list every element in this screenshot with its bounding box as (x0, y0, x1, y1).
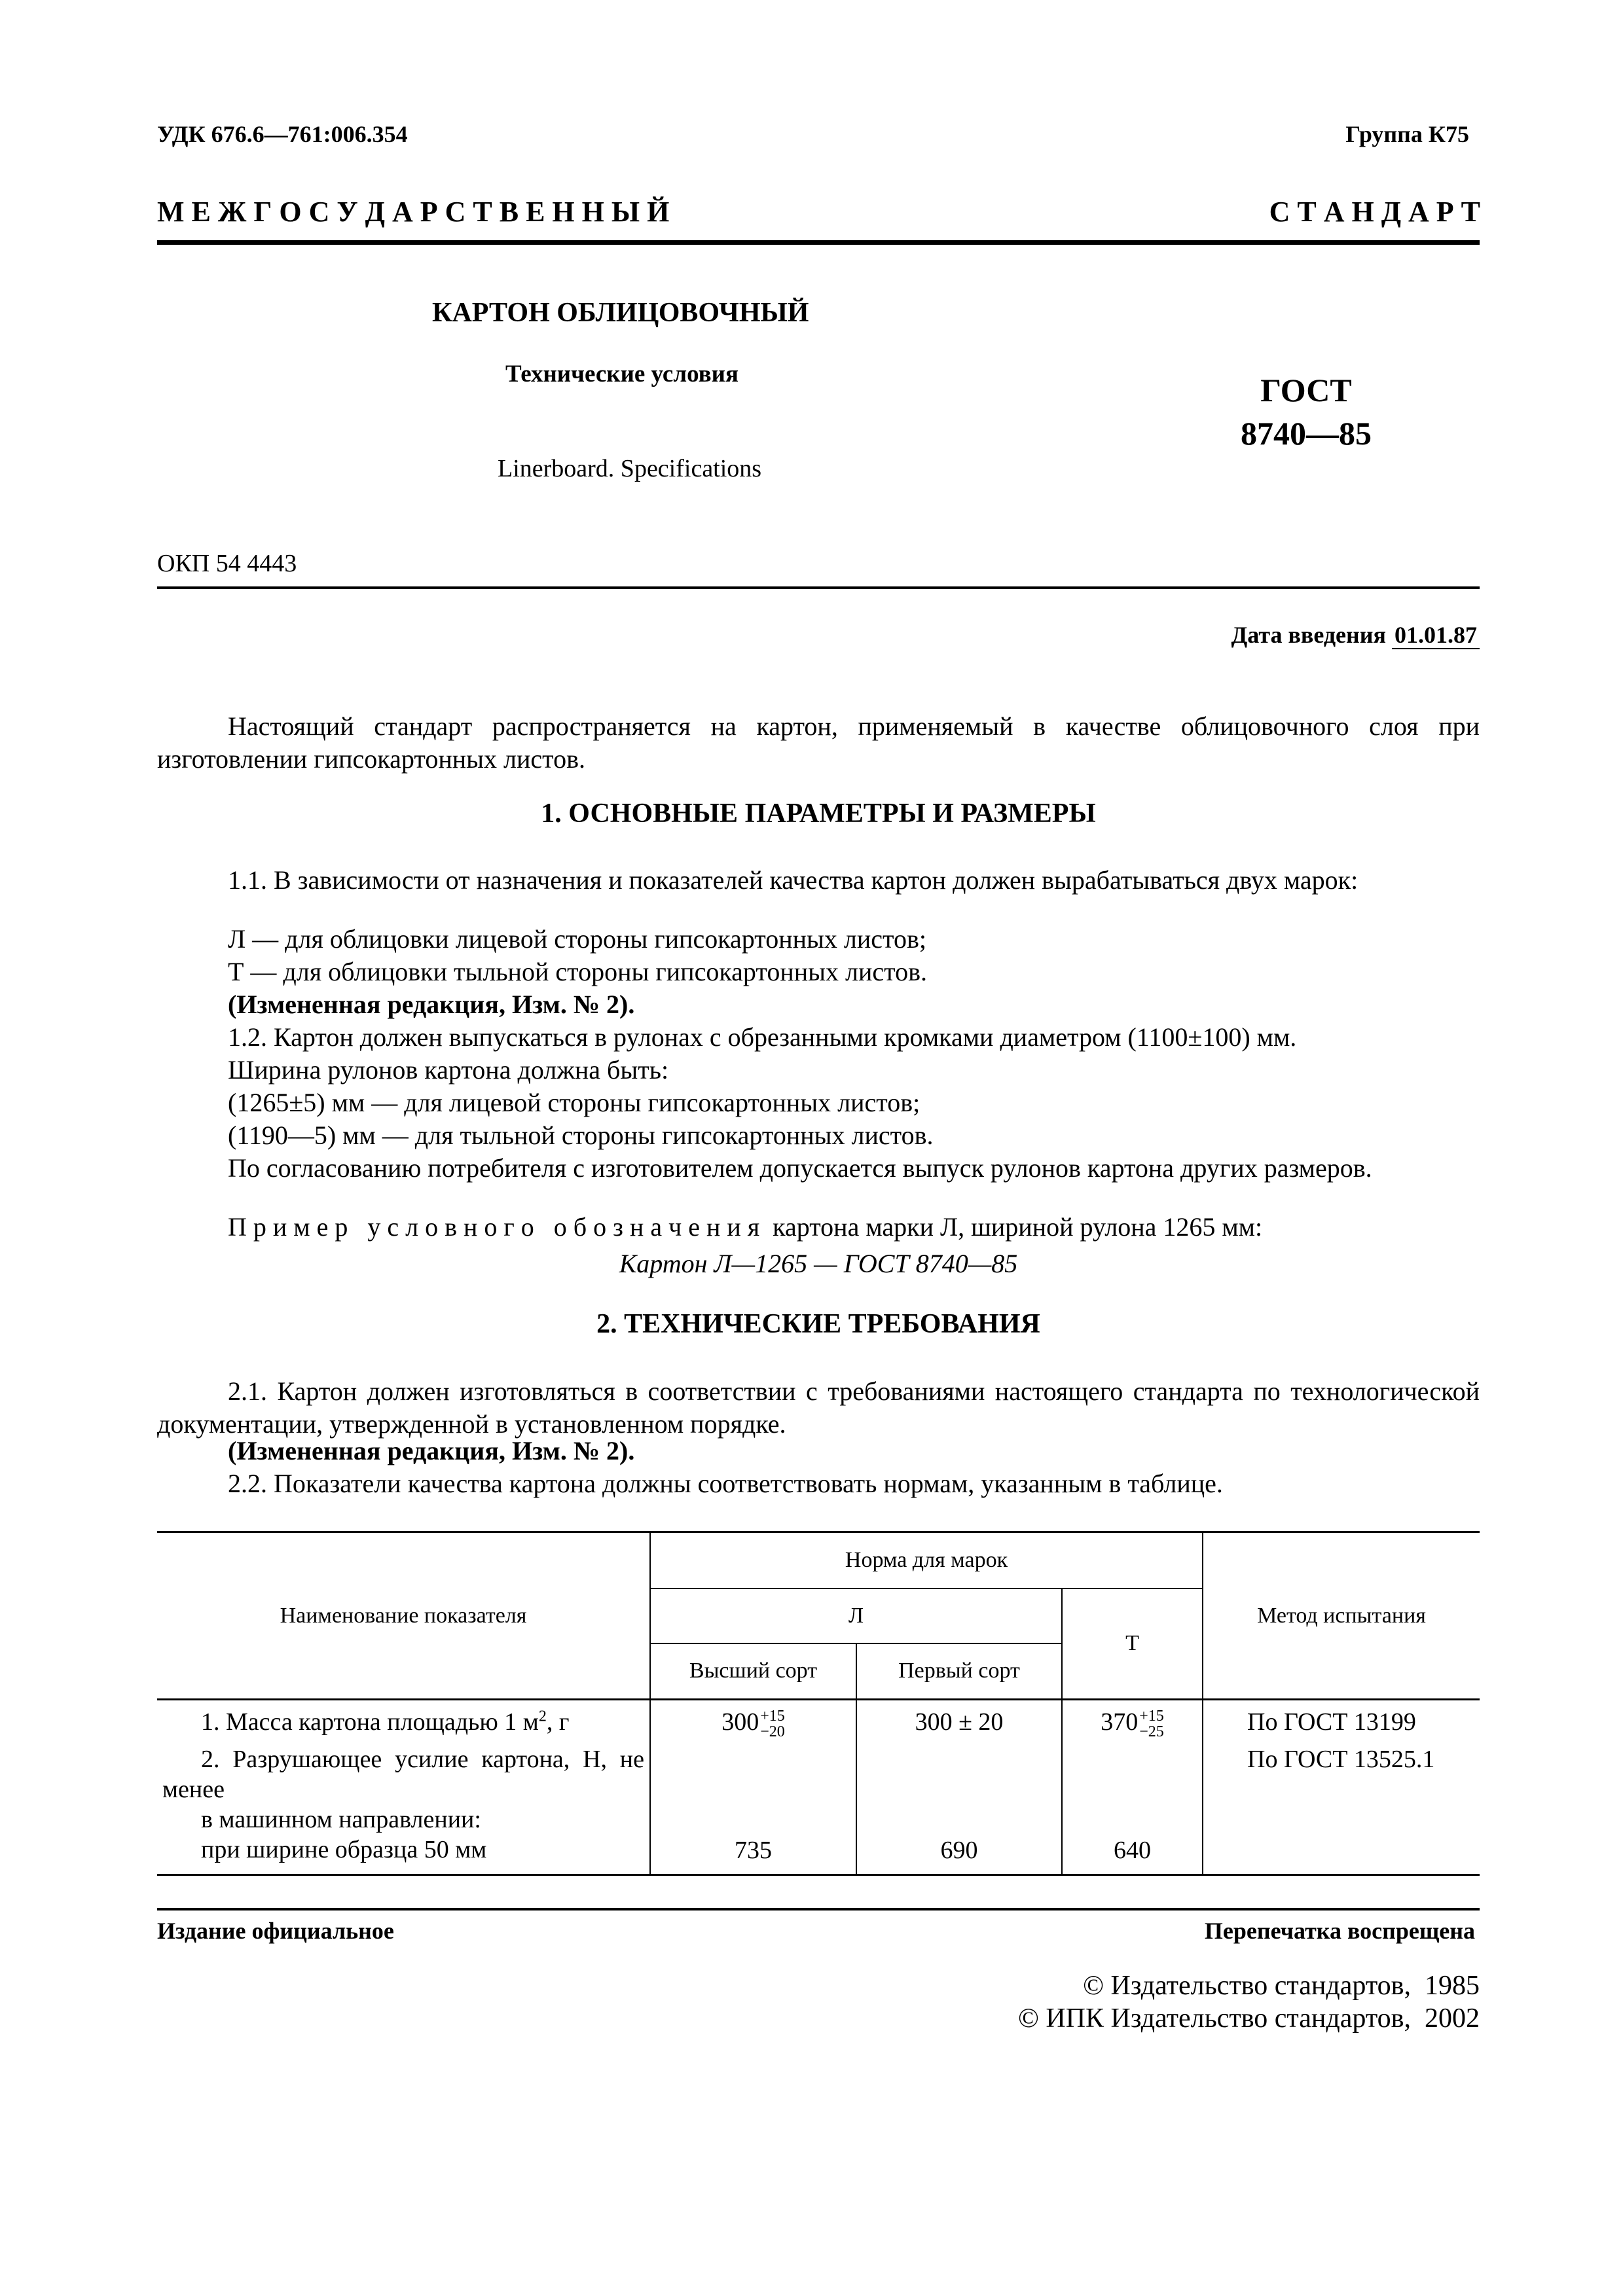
document-title: КАРТОН ОБЛИЦОВОЧНЫЙ (432, 298, 809, 328)
group-code: Группа К75 (1345, 121, 1469, 147)
col-header-l: Л (650, 1588, 1062, 1643)
intro-date-label: Дата введения (1231, 622, 1386, 648)
copyright-1985: © Издательство стандартов, 1985 (1083, 1971, 1480, 2001)
row2-top-grade: 735 (650, 1835, 856, 1875)
footer-rule (157, 1908, 1480, 1910)
official-edition: Издание официальное (157, 1918, 394, 1944)
table-row (157, 1740, 1480, 1804)
row1-method: По ГОСТ 13199 (1247, 1708, 1416, 1736)
example-text: картона марки Л, шириной рулона 1265 мм: (773, 1212, 1263, 1242)
amendment-note-1: (Измененная редакция, Изм. № 2). (228, 990, 635, 1019)
intro-date (1231, 620, 1480, 649)
col-header-norm: Норма для марок (650, 1532, 1203, 1588)
section1-heading: 1. ОСНОВНЫЕ ПАРАМЕТРЫ И РАЗМЕРЫ (541, 798, 1096, 829)
section2-heading: 2. ТЕХНИЧЕСКИЕ ТРЕБОВАНИЯ (596, 1309, 1040, 1339)
row1-name: 1. Масса картона площадью 1 $м^2$, г (157, 1700, 650, 1741)
table-row (157, 1804, 1480, 1835)
banner-interstate: М Е Ж Г О С У Д А Р С Т В Е Н Н Ы Й (157, 196, 670, 228)
row1-first-grade: 300 ± 20 (856, 1700, 1062, 1741)
col-header-name: Наименование показателя (157, 1532, 650, 1700)
table-row (157, 1700, 1480, 1741)
amendment-note-2: (Измененная редакция, Изм. № 2). (228, 1436, 635, 1465)
gost-number: 8740—85 (1241, 415, 1372, 452)
col-header-t: Т (1062, 1588, 1203, 1700)
english-title: Linerboard. Specifications (498, 455, 762, 482)
scope-paragraph: Настоящий стандарт распространяется на картон, применяемый в качестве облицовочного слоя при изготовлении гипсокартонных листов. (157, 711, 1480, 774)
header-rule (157, 240, 1480, 245)
copyright-2002: © ИПК Издательство стандартов, 2002 (1017, 2003, 1480, 2034)
gost-label: ГОСТ (1260, 372, 1352, 408)
clause-1-1: 1.1. В зависимости от назначения и показателей качества картон должен вырабатываться двух марок: (228, 865, 1359, 895)
row1-t: 370+15 −25 (1062, 1700, 1203, 1741)
row2-sub2: при ширине образца 50 мм (157, 1835, 650, 1875)
mark-l: Л — для облицовки лицевой стороны гипсокартонных листов; (228, 924, 926, 954)
clause-1-2: 1.2. Картон должен выпускаться в рулонах с обрезанными кромками диаметром (1100±100) мм. (228, 1022, 1297, 1052)
mark-t: Т — для облицовки тыльной стороны гипсокартонных листов. (228, 957, 927, 986)
col-header-method: Метод испытания (1203, 1532, 1480, 1700)
example-label: П р и м е р у с л о в н о г о о б о з н а ч е н и я (228, 1212, 760, 1242)
intro-date-value: 01.01.87 (1392, 622, 1480, 649)
okp-rule (157, 586, 1480, 589)
table-row (157, 1835, 1480, 1875)
row2-sub1: в машинном направлении: (157, 1804, 650, 1835)
agreement-paragraph: По согласованию потребителя с изготовителем допускается выпуск рулонов картона других размеров. (228, 1153, 1372, 1183)
row2-t: 640 (1062, 1835, 1203, 1875)
okp-code: ОКП 54 4443 (157, 550, 297, 577)
reprint-prohibited: Перепечатка воспрещена (1204, 1918, 1475, 1944)
col-header-first-grade: Первый сорт (856, 1643, 1062, 1700)
document-subtitle: Технические условия (505, 361, 739, 387)
clause-2-1: 2.1. Картон должен изготовляться в соответствии с требованиями настоящего стандарта по технологической документации, утвержденной в установленном порядке. (157, 1376, 1480, 1439)
row1-top-grade: 300+15 −20 (650, 1700, 856, 1741)
row2-method: По ГОСТ 13525.1 (1247, 1746, 1435, 1774)
row2-name: 2. Разрушающее усилие картона, Н, не менее (157, 1740, 650, 1804)
quality-table (157, 1531, 1480, 1876)
width-t: (1190—5) мм — для тыльной стороны гипсокартонных листов. (228, 1121, 934, 1150)
clause-2-2: 2.2. Показатели качества картона должны соответствовать нормам, указанным в таблице. (228, 1469, 1223, 1498)
udk-code: УДК 676.6—761:006.354 (157, 121, 408, 147)
banner-standard: С Т А Н Д А Р Т (1269, 196, 1480, 228)
col-header-top-grade: Высший сорт (650, 1643, 856, 1700)
width-l: (1265±5) мм — для лицевой стороны гипсокартонных листов; (228, 1088, 921, 1117)
width-intro: Ширина рулонов картона должна быть: (228, 1055, 669, 1085)
example-line (228, 1211, 1262, 1244)
designation-example: Картон Л—1265 — ГОСТ 8740—85 (619, 1249, 1018, 1278)
row2-first-grade: 690 (856, 1835, 1062, 1875)
